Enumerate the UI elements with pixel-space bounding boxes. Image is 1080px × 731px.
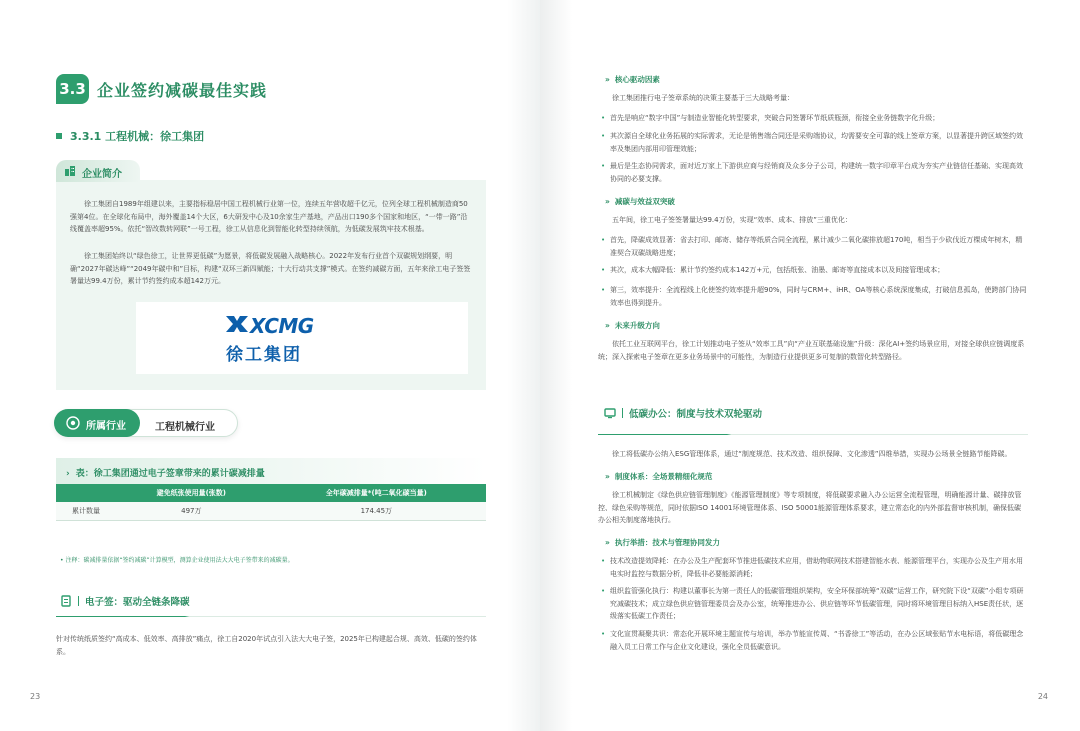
benefits-label: 减碳与效益双突破 bbox=[614, 197, 675, 206]
section-title: 企业签约减碳最佳实践 bbox=[97, 81, 268, 100]
logo-text-en: XCMG bbox=[250, 314, 314, 338]
company-logo-box bbox=[136, 302, 468, 374]
industry-pill bbox=[54, 409, 238, 437]
divider bbox=[622, 408, 623, 418]
benefit-item-2: • 其次，成本大幅降低：累计节约签约成本142万+元，包括纸张、油墨、邮寄等直接成本以及间接管理成本； bbox=[598, 264, 1028, 277]
execution-item-2: • 组织监管强化执行：构建以董事长为第一责任人的低碳管理组织架构，安全环保部统筹“双碳”运营工作，研究院下设“双碳”小组专项研究减碳技术；成立绿色供应链管理委员会及办公室，统筹推进办公、供应链等环节低碳管理，同时将环境管理目标纳入HSE责任状，逐级落实低碳工作责任； bbox=[598, 585, 1028, 623]
execution-item-3: • 文化宣贯凝聚共识：常态化开展环境主题宣传与培训，举办节能宣传周、“书香徐工”等活动，在办公区域张贴节水电标语，将低碳理念融入员工日常工作与企业文化建设，强化全员低碳意识。 bbox=[598, 628, 1028, 653]
table-cell: 497万 bbox=[116, 502, 267, 520]
chevron-right-icon: › bbox=[66, 469, 70, 479]
intro-paragraph-1: 徐工集团自1989年组建以来，主要指标稳居中国工程机械行业第一位，连续五年营收超千亿元，位列全球工程机械制造商50强第4位。在全球化布局中，海外覆盖14个大区，6大研发中心及10余家生产基地，产品出口190多个国家和地区，“一带一路”沿线覆盖率超95%。依托“智改数转网联”一号工程，徐工从信息化到智能化转型持续领航，为低碳发展筑牢技术根基。 bbox=[70, 200, 468, 233]
double-chevron-icon: » bbox=[605, 321, 610, 330]
subsection-label: 3.3.1 工程机械：徐工集团 bbox=[70, 130, 205, 143]
intro-tab bbox=[56, 160, 140, 182]
benefit-item-3: • 第三，效率提升：全流程线上化使签约效率提升超90%，同时与CRM+、iHR、OA等核心系统深度集成，打破信息孤岛，使跨部门协同效率也得到提升。 bbox=[598, 284, 1028, 309]
office-intro: 徐工将低碳办公纳入ESG管理体系，通过“制度规范、技术改造、组织保障、文化渗透”四维举措，实现办公场景全链路节能降碳。 bbox=[612, 450, 1012, 458]
esign-paragraph: 针对传统纸质签约“高成本、低效率、高排放”痛点，徐工自2020年试点引入法大大电子签，2025年已构建起合规、高效、低碳的签约体系。 bbox=[56, 635, 477, 656]
future-heading bbox=[605, 320, 660, 331]
execution-label: 执行举措：技术与管理协同发力 bbox=[614, 538, 720, 547]
section-number-badge: 3.3 bbox=[56, 74, 89, 104]
table-row bbox=[56, 502, 486, 520]
esign-heading bbox=[60, 592, 190, 610]
future-label: 未来升级方向 bbox=[614, 321, 660, 330]
double-chevron-icon: » bbox=[605, 75, 610, 84]
office-heading bbox=[604, 404, 762, 422]
building-icon bbox=[64, 165, 76, 177]
benefits-intro: 五年间，徐工电子签签署量达99.4万份，实现“效率、成本、排放”三重优化： bbox=[612, 216, 852, 224]
policy-heading bbox=[605, 471, 712, 482]
future-paragraph: 依托工业互联网平台，徐工计划推动电子签从“效率工具”向“产业互联基础设施”升级：深化AI+签约场景应用，对接全球供应链调度系统；深入探索电子签章在更多业务场景中的可能性，为制造行业提供更多可复制的数智化转型路径。 bbox=[598, 340, 1025, 361]
core-driver-item-2: • 其次源自全球化业务拓展的实际需求，无论是销售端合同还是采购端协议，均需要安全可靠的线上签章方案，以显著提升跨区域签约效率及集团内部用印管理效能； bbox=[598, 130, 1028, 155]
table-note: • 注释：碳减排量依据“签约减碳”计算模型，测算企业使用法大大电子签带来的减碳量。 bbox=[60, 557, 294, 564]
table-header-cell bbox=[56, 484, 116, 502]
benefits-heading bbox=[605, 196, 675, 207]
subsection-heading bbox=[56, 128, 204, 144]
heading-underline bbox=[56, 616, 486, 617]
industry-label-pill bbox=[54, 409, 140, 437]
document-icon bbox=[60, 595, 72, 607]
monitor-icon bbox=[604, 407, 616, 419]
table-cell: 174.45万 bbox=[267, 502, 486, 520]
double-chevron-icon: » bbox=[605, 197, 610, 206]
logo-text-zh: 徐工集团 bbox=[226, 345, 302, 365]
core-drivers-label: 核心驱动因素 bbox=[614, 75, 660, 84]
table-cell: 累计数量 bbox=[56, 502, 116, 520]
core-drivers-intro: 徐工集团推行电子签章系统的决策主要基于三大战略考量： bbox=[612, 94, 794, 102]
square-bullet-icon bbox=[56, 133, 62, 139]
page-number-right: 24 bbox=[1037, 692, 1048, 701]
table-title-text: 表：徐工集团通过电子签章带来的累计碳减排量 bbox=[75, 469, 265, 479]
heading-underline bbox=[598, 434, 1028, 435]
core-driver-item-1: • 首先是响应“数字中国”与制造业智能化转型要求，突破合同签署环节纸质瓶颈，衔接全业务链数字化升级； bbox=[598, 112, 1028, 125]
double-chevron-icon: » bbox=[605, 472, 610, 481]
core-driver-item-3: • 最后是生态协同需求，面对近万家上下游供应商与经销商及众多分子公司，构建统一数字印章平台成为夯实产业链信任基础、实现高效协同的必要支撑。 bbox=[598, 160, 1028, 185]
table-header-cell: 全年碳减排量*(吨二氧化碳当量) bbox=[267, 484, 486, 502]
emission-table bbox=[56, 458, 486, 521]
office-heading-label: 低碳办公：制度与技术双轮驱动 bbox=[629, 409, 763, 420]
execution-item-1: • 技术改造提效降耗：在办公及生产配套环节推进低碳技术应用，借助物联网技术搭建智能水表、能源管理平台，实现办公及生产用水用电实时监控与数据分析，降低非必要能源消耗； bbox=[598, 555, 1028, 580]
core-drivers-heading bbox=[605, 74, 660, 85]
data-table bbox=[56, 484, 486, 521]
industry-value: 工程机械行业 bbox=[155, 422, 215, 433]
industry-label: 所属行业 bbox=[86, 421, 126, 432]
intro-tab-label: 企业简介 bbox=[82, 169, 122, 180]
execution-heading bbox=[605, 537, 720, 548]
page-number-left: 23 bbox=[30, 692, 41, 701]
policy-paragraph: 徐工机械制定《绿色供应链管理制度》《能源管理制度》等专项制度，将低碳要求融入办公运营全流程管理，明确能源计量、碳排放管控、绿色采购等规范，同时依据ISO 14001环境管理体系、ISO 50001能源管理体系要求，建立常态化的内外部监督审核机制，确保低碳办公相关制度落地执行。 bbox=[598, 491, 1022, 524]
industry-icon bbox=[66, 416, 80, 430]
table-header-row bbox=[56, 484, 486, 502]
benefit-item-1: • 首先，降碳成效显著：省去打印、邮寄、储存等纸质合同全流程，累计减少二氧化碳排放超170吨，相当于少砍伐近万棵成年树木，精准契合双碳战略进度； bbox=[598, 234, 1028, 259]
table-title bbox=[56, 458, 486, 484]
policy-label: 制度体系：全场景精细化规范 bbox=[614, 472, 713, 481]
xcmg-logo-mark-icon bbox=[226, 316, 248, 332]
intro-paragraph-2: 徐工集团始终以“绿色徐工，让世界更低碳”为愿景，将低碳发展融入战略核心。2022年发布行业首个双碳规划纲要，明确“2027年碳达峰”“2049年碳中和”目标，构建“双环三新四赋能；十大行动共支撑”模式。在签约减碳方面，五年来徐工电子签签署量达99.4万份，累计节约签约成本超142万元。 bbox=[70, 252, 471, 285]
esign-heading-label: 电子签：驱动全链条降碳 bbox=[85, 597, 190, 608]
table-header-cell: 避免纸张使用量(张数) bbox=[116, 484, 267, 502]
double-chevron-icon: » bbox=[605, 538, 610, 547]
divider bbox=[78, 596, 79, 606]
